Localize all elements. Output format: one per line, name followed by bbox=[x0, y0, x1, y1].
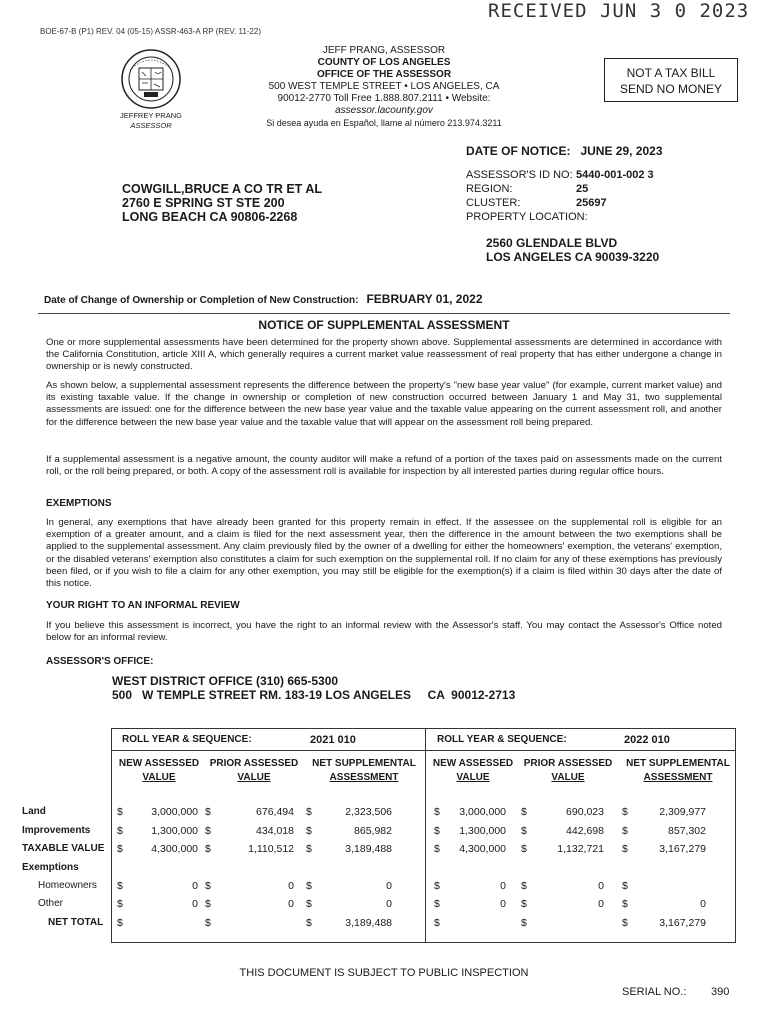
table-cell-homeowners: 0 bbox=[386, 880, 392, 892]
table-cell-taxable: 1,132,721 bbox=[557, 843, 604, 855]
row-label-land: Land bbox=[22, 806, 46, 817]
table-cell-improvements: 865,982 bbox=[354, 825, 392, 837]
table-cell-land: 3,000,000 bbox=[459, 806, 506, 818]
table-cell-land: 2,323,506 bbox=[345, 806, 392, 818]
location-label: PROPERTY LOCATION: bbox=[466, 211, 588, 223]
district-office bbox=[112, 674, 515, 702]
dollar-sign: $ bbox=[306, 880, 312, 892]
office-line: JEFF PRANG, ASSESSOR bbox=[322, 45, 446, 56]
row-label-taxable: TAXABLE VALUE bbox=[22, 843, 105, 854]
table-cell-improvements: 434,018 bbox=[256, 825, 294, 837]
dollar-sign: $ bbox=[205, 806, 211, 818]
col-header-line: VALUE bbox=[551, 772, 585, 783]
office-line: 500 WEST TEMPLE STREET • LOS ANGELES, CA bbox=[268, 81, 500, 92]
table-cell-improvements: 1,300,000 bbox=[151, 825, 198, 837]
table-cell-taxable: 4,300,000 bbox=[459, 843, 506, 855]
received-stamp: RECEIVED JUN 3 0 2023 bbox=[488, 0, 750, 22]
table-cell-homeowners: 0 bbox=[598, 880, 604, 892]
paragraph: If a supplemental assessment is a negative amount, the county auditor will make a refund of a portion of the taxes paid on assessments made on the current roll, or the roll being prepared, or both. A copy of the assessment roll is available for inspection by all interested parties during regular office hours. bbox=[46, 454, 722, 478]
dollar-sign: $ bbox=[205, 917, 211, 929]
roll-label: ROLL YEAR & SEQUENCE: bbox=[122, 734, 252, 745]
table-cell-other: 0 bbox=[500, 898, 506, 910]
table-header-rule bbox=[111, 750, 736, 751]
dollar-sign: $ bbox=[205, 843, 211, 855]
district-line: 500 W TEMPLE STREET RM. 183-19 LOS ANGELES CA 90012-2713 bbox=[112, 688, 516, 702]
dollar-sign: $ bbox=[117, 880, 123, 892]
serial-number: 390 bbox=[711, 986, 730, 998]
section-heading: YOUR RIGHT TO AN INFORMAL REVIEW bbox=[46, 600, 240, 611]
dollar-sign: $ bbox=[622, 898, 628, 910]
office-header bbox=[232, 45, 536, 129]
col-header-line: ASSESSMENT bbox=[643, 772, 713, 783]
office-line: 90012-2770 Toll Free 1.888.807.2111 • Website: bbox=[277, 93, 491, 104]
table-cell-other: 0 bbox=[700, 898, 706, 910]
dollar-sign: $ bbox=[521, 880, 527, 892]
col-header-supp bbox=[620, 757, 736, 785]
dollar-sign: $ bbox=[306, 806, 312, 818]
dollar-sign: $ bbox=[205, 898, 211, 910]
dollar-sign: $ bbox=[622, 825, 628, 837]
notax-line: SEND NO MONEY bbox=[619, 82, 722, 96]
col-header-line: VALUE bbox=[456, 772, 490, 783]
assessor-title: ASSESSOR bbox=[130, 121, 172, 130]
table-cell-other: 0 bbox=[192, 898, 198, 910]
table-cell-land: 676,494 bbox=[256, 806, 294, 818]
paragraph: One or more supplemental assessments have been determined for the property shown above. Supplemental assessments are determined in accordance with the California Constitution, article XIII A, which generally requires a current market value reassessment of real property that has either undergone a change in ownership or is newly constructed. bbox=[46, 337, 722, 373]
dollar-sign: $ bbox=[117, 843, 123, 855]
dollar-sign: $ bbox=[434, 917, 440, 929]
table-cell-net_total: 3,167,279 bbox=[659, 917, 706, 929]
dollar-sign: $ bbox=[117, 825, 123, 837]
ain-value: 5440-001-002 3 bbox=[576, 169, 654, 181]
office-line: Si desea ayuda en Español, llame al número 213.974.3211 bbox=[266, 118, 502, 128]
col-header-prior bbox=[518, 757, 618, 785]
roll-seq-1: 2021 010 bbox=[310, 734, 356, 746]
col-header-line: NEW ASSESSED bbox=[432, 758, 514, 769]
dollar-sign: $ bbox=[117, 898, 123, 910]
table-cell-land: 3,000,000 bbox=[151, 806, 198, 818]
notice-date-label: DATE OF NOTICE: bbox=[466, 144, 571, 158]
property-line: 2560 GLENDALE BLVD bbox=[486, 236, 618, 250]
region-value: 25 bbox=[576, 183, 589, 195]
cluster-label: CLUSTER: bbox=[466, 197, 521, 209]
paragraph: If you believe this assessment is incorrect, you have the right to an informal review with the Assessor's staff. You may contact the Assessor's Office noted below for an informal review. bbox=[46, 620, 722, 644]
col-header-line: VALUE bbox=[142, 772, 176, 783]
dollar-sign: $ bbox=[205, 825, 211, 837]
table-cell-net_total: 3,189,488 bbox=[345, 917, 392, 929]
row-label-exemptions: Exemptions bbox=[22, 862, 79, 873]
col-header-supp bbox=[306, 757, 422, 785]
dollar-sign: $ bbox=[622, 806, 628, 818]
property-line: LOS ANGELES CA 90039-3220 bbox=[486, 250, 660, 264]
change-value: FEBRUARY 01, 2022 bbox=[366, 292, 483, 306]
notice-date-value: JUNE 29, 2023 bbox=[580, 144, 663, 158]
dollar-sign: $ bbox=[306, 898, 312, 910]
district-line: WEST DISTRICT OFFICE (310) 665-5300 bbox=[112, 674, 339, 688]
paragraph: As shown below, a supplemental assessment represents the difference between the property's "new base year value" (for example, current market value) and its existing taxable value. If the change in ownership or completion of new construction occurred between January 1 and May 31, two supplemental assessments are issued: one for the difference between the new base year value and the taxable value appearing on the current assessment roll, and another for the difference between the new base year value and the taxable value that will appear on the assessment roll being prepared. bbox=[46, 380, 722, 428]
assessor-signature-block bbox=[104, 111, 198, 131]
table-cell-land: 2,309,977 bbox=[659, 806, 706, 818]
row-label-improvements: Improvements bbox=[22, 825, 91, 836]
row-label-other: Other bbox=[38, 898, 64, 909]
dollar-sign: $ bbox=[434, 880, 440, 892]
table-cell-improvements: 857,302 bbox=[668, 825, 706, 837]
notice-date bbox=[466, 144, 663, 158]
col-header-prior bbox=[204, 757, 304, 785]
table-cell-taxable: 3,167,279 bbox=[659, 843, 706, 855]
dollar-sign: $ bbox=[521, 917, 527, 929]
table-cell-other: 0 bbox=[598, 898, 604, 910]
notax-line: NOT A TAX BILL bbox=[626, 66, 716, 80]
ain-label: ASSESSOR'S ID NO: bbox=[466, 169, 573, 181]
table-cell-homeowners: 0 bbox=[288, 880, 294, 892]
section-heading: EXEMPTIONS bbox=[46, 498, 112, 509]
website-link: assessor.lacounty.gov bbox=[335, 105, 433, 116]
dollar-sign: $ bbox=[434, 898, 440, 910]
dollar-sign: $ bbox=[306, 843, 312, 855]
owner-address bbox=[122, 182, 322, 224]
dollar-sign: $ bbox=[434, 843, 440, 855]
dollar-sign: $ bbox=[521, 898, 527, 910]
form-id: BOE-67-B (P1) REV. 04 (05-15) ASSR-463-A RP (REV. 11-22) bbox=[40, 27, 261, 36]
dollar-sign: $ bbox=[622, 917, 628, 929]
dollar-sign: $ bbox=[521, 806, 527, 818]
change-of-ownership bbox=[44, 292, 483, 306]
property-location bbox=[486, 236, 659, 264]
cluster-value: 25697 bbox=[576, 197, 607, 209]
dollar-sign: $ bbox=[205, 880, 211, 892]
col-header-new bbox=[114, 757, 204, 785]
dollar-sign: $ bbox=[434, 806, 440, 818]
col-header-line: NET SUPPLEMENTAL bbox=[312, 758, 416, 769]
serial-label: SERIAL NO.: bbox=[622, 986, 687, 998]
roll-seq-2: 2022 010 bbox=[624, 734, 670, 746]
change-label: Date of Change of Ownership or Completion of New Construction: bbox=[44, 295, 359, 306]
owner-line: LONG BEACH CA 90806-2268 bbox=[122, 210, 298, 224]
dollar-sign: $ bbox=[117, 806, 123, 818]
paragraph: In general, any exemptions that have already been granted for this property remain in effect. If the assessee on the supplemental roll is eligible for an exemption of a greater amount, and a claim is filed for the next assessment year, then the difference in the amount between the two exemptions shall be applied to the supplemental assessment. Any claim previously filed by the owner of a dwelling for either the homeowners' exemption, the veterans' exemption, or the disabled veterans' exemption also constitutes a claim for such exemption on the supplemental roll. If no claim for any of these exemptions has previously been filed, or if you wish to file a claim for any other exemption, you may still be eligible for the exemption(s) if a claim is filed within 30 days after the date of this notice. bbox=[46, 517, 722, 590]
col-header-new bbox=[428, 757, 518, 785]
table-cell-land: 690,023 bbox=[566, 806, 604, 818]
table-cell-other: 0 bbox=[288, 898, 294, 910]
table-cell-homeowners: 0 bbox=[192, 880, 198, 892]
col-header-line: NET SUPPLEMENTAL bbox=[626, 758, 730, 769]
assessor-ids bbox=[466, 168, 654, 224]
table-cell-taxable: 4,300,000 bbox=[151, 843, 198, 855]
table-cell-other: 0 bbox=[386, 898, 392, 910]
divider bbox=[38, 313, 730, 314]
table-cell-taxable: 3,189,488 bbox=[345, 843, 392, 855]
col-header-line: NEW ASSESSED bbox=[118, 758, 200, 769]
col-header-line: VALUE bbox=[237, 772, 271, 783]
county-seal-icon bbox=[120, 48, 182, 110]
dollar-sign: $ bbox=[521, 843, 527, 855]
dollar-sign: $ bbox=[622, 843, 628, 855]
owner-line: 2760 E SPRING ST STE 200 bbox=[122, 196, 285, 210]
table-cell-improvements: 1,300,000 bbox=[459, 825, 506, 837]
row-label-homeowners: Homeowners bbox=[38, 880, 97, 891]
row-label-net-total: NET TOTAL bbox=[48, 917, 104, 928]
page-title: NOTICE OF SUPPLEMENTAL ASSESSMENT bbox=[258, 318, 510, 332]
col-header-line: PRIOR ASSESSED bbox=[523, 758, 613, 769]
owner-line: COWGILL,BRUCE A CO TR ET AL bbox=[122, 182, 322, 196]
roll-label: ROLL YEAR & SEQUENCE: bbox=[437, 734, 567, 745]
dollar-sign: $ bbox=[521, 825, 527, 837]
table-cell-taxable: 1,110,512 bbox=[248, 843, 294, 855]
table-cell-improvements: 442,698 bbox=[566, 825, 604, 837]
not-a-tax-bill-box bbox=[604, 58, 738, 102]
region-label: REGION: bbox=[466, 183, 513, 195]
dollar-sign: $ bbox=[117, 917, 123, 929]
assessor-name: JEFFREY PRANG bbox=[120, 111, 182, 120]
dollar-sign: $ bbox=[622, 880, 628, 892]
col-header-line: ASSESSMENT bbox=[329, 772, 399, 783]
office-line: OFFICE OF THE ASSESSOR bbox=[316, 69, 452, 80]
table-cell-homeowners: 0 bbox=[500, 880, 506, 892]
office-line: COUNTY OF LOS ANGELES bbox=[317, 57, 451, 68]
section-heading: ASSESSOR'S OFFICE: bbox=[46, 656, 154, 667]
col-header-line: PRIOR ASSESSED bbox=[209, 758, 299, 769]
public-inspection-note: THIS DOCUMENT IS SUBJECT TO PUBLIC INSPECTION bbox=[239, 967, 529, 979]
dollar-sign: $ bbox=[306, 917, 312, 929]
dollar-sign: $ bbox=[434, 825, 440, 837]
dollar-sign: $ bbox=[306, 825, 312, 837]
